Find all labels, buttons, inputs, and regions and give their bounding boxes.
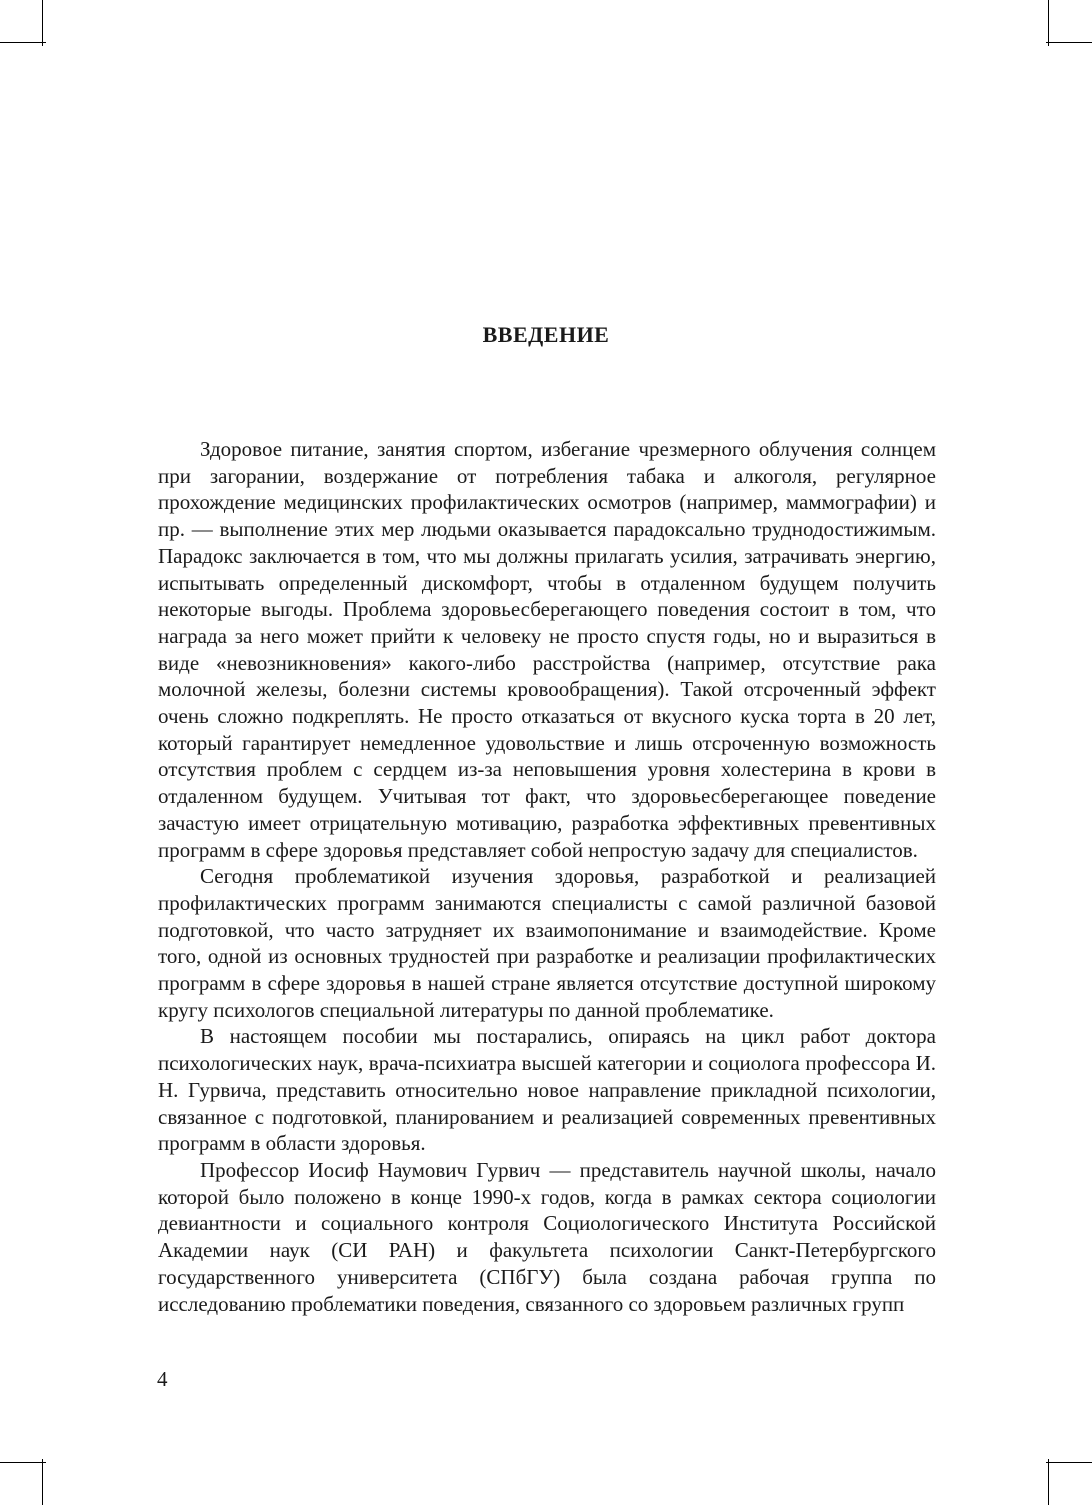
body-text — [158, 436, 936, 1317]
paragraph: Сегодня проблематикой изучения здоровья, разработкой и реализацией профилактических программ занимаются специалисты с самой различной базовой подготовкой, что часто затрудняет их взаимопонимание и взаимодействие. Кроме того, одной из основных трудностей при разработке и реализации профилактических программ в сфере здоровья в нашей стране является отсутствие доступной широкому кругу психологов специальной литературы по данной проблематике. — [158, 864, 936, 1022]
chapter-title: ВВЕДЕНИЕ — [482, 322, 610, 347]
crop-mark-top-right-h — [1046, 42, 1092, 43]
crop-mark-top-right-v — [1048, 0, 1049, 46]
paragraph: Здоровое питание, занятия спортом, избегание чрезмерного облучения солнцем при загорании, воздержание от потребления табака и алкоголя, регулярное прохождение медицинских профилактических осмотров (например, маммографии) и пр. — выполнение этих мер людьми оказывается парадоксально труднодостижимым. Парадокс заключается в том, что мы должны прилагать усилия, затрачивать энергию, испытывать определенный дискомфорт, чтобы в отдаленном будущем получить некоторые выгоды. Проблема здоровьесберегающего поведения состоит в том, что награда за него может прийти к человеку не просто спустя годы, но и выразиться в виде «невозникновения» какого-либо расстройства (например, отсутствие рака молочной железы, болезни системы кровообращения). Такой отсроченный эффект очень сложно подкреплять. Не просто отказаться от вкусного куска торта в 20 лет, который гарантирует немедленное удовольствие и лишь отсроченную возможность отсутствия проблем с сердцем из-за неповышения уровня холестерина в крови в отдаленном будущем. Учитывая тот факт, что здоровьесберегающее поведение зачастую имеет отрицательную мотивацию, разработка эффективных превентивных программ в сфере здоровья представляет собой непростую задачу для специалистов. — [158, 437, 936, 862]
page-number: 4 — [157, 1367, 168, 1391]
crop-mark-top-left-h — [0, 42, 46, 43]
crop-mark-bottom-left-h — [0, 1462, 46, 1463]
crop-mark-bottom-right-v — [1048, 1459, 1049, 1505]
crop-mark-top-left-v — [42, 0, 43, 46]
paragraph: Профессор Иосиф Наумович Гурвич — представитель научной школы, начало которой было положено в конце 1990-х годов, когда в рамках сектора социологии девиантности и социального контроля Социологического Института Российской Академии наук (СИ РАН) и факультета психологии Санкт-Петербургского государственного университета (СПбГУ) была создана рабочая группа по исследованию проблематики поведения, связанного со здоровьем различных групп — [158, 1157, 936, 1316]
crop-mark-bottom-left-v — [42, 1459, 43, 1505]
crop-mark-bottom-right-h — [1046, 1462, 1092, 1463]
paragraph: В настоящем пособии мы постарались, опираясь на цикл работ доктора психологических наук, врача-психиатра высшей категории и социолога профессора И. Н. Гурвича, представить относительно новое направление прикладной психологии, связанное с подготовкой, планированием и реализацией современных превентивных программ в области здоровья. — [158, 1024, 936, 1156]
